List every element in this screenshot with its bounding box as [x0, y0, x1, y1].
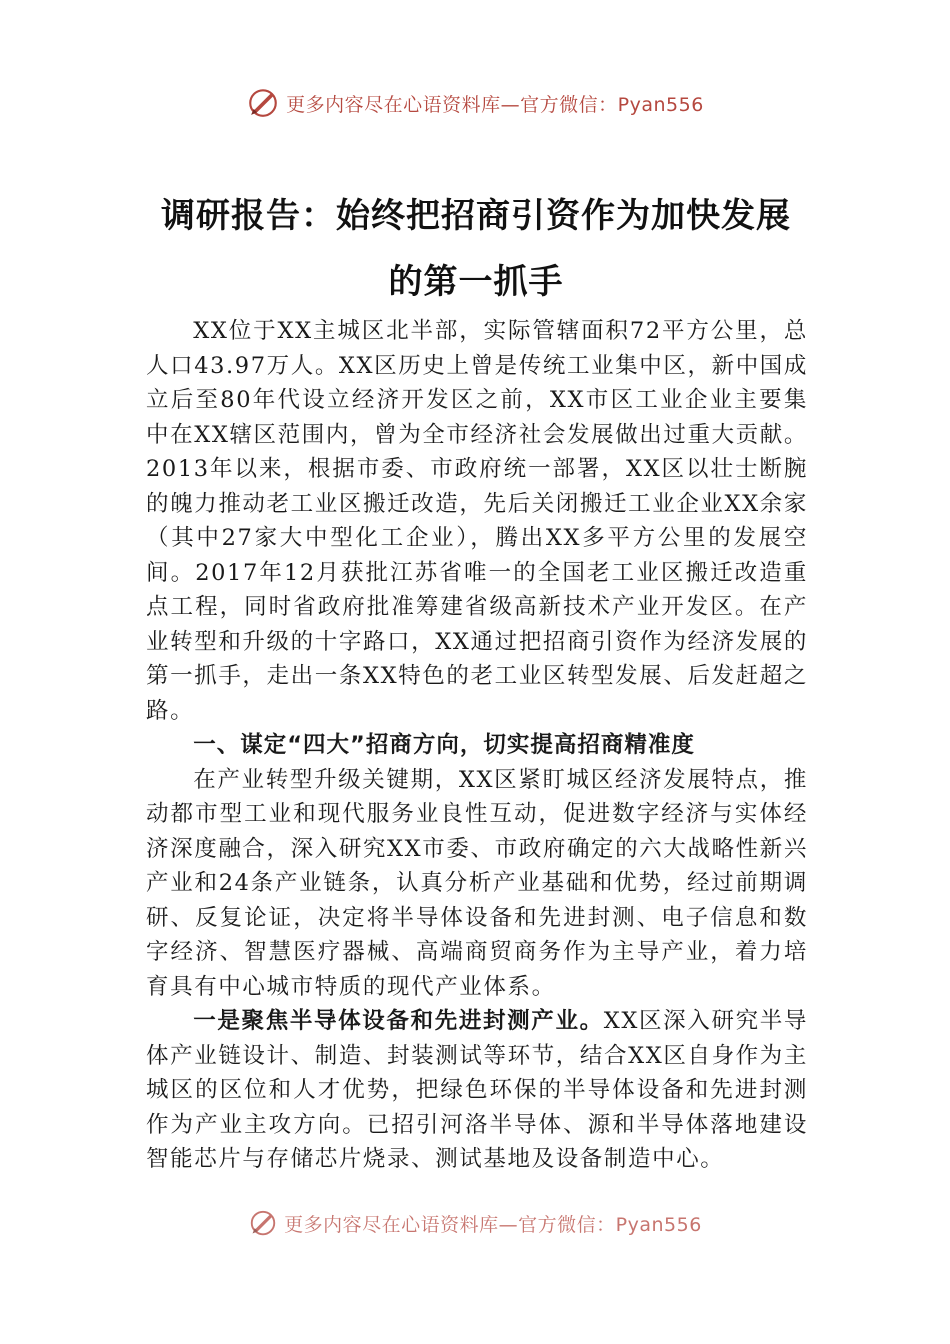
header-watermark — [0, 86, 950, 120]
paragraph-body: XX区深入研究半导体产业链设计、制造、封装测试等环节，结合XX区自身作为主城区的区位和人才优势，把绿色环保的半导体设备和先进封测作为产业主攻方向。已招引河洛半导体、源和半导体落地建设智能芯片与存储芯片烧录、测试基地及设备制造中心。 — [146, 1008, 809, 1172]
footer-watermark — [0, 1208, 950, 1238]
document-body — [146, 314, 808, 1177]
paragraph-semiconductor — [146, 1004, 808, 1177]
pen-logo-icon — [248, 1208, 278, 1238]
pen-logo-icon — [246, 86, 280, 120]
document-title-line2: 的第一抓手 — [388, 262, 564, 302]
watermark-text: 更多内容尽在心语资料库—官方微信：Pyan556 — [284, 1213, 702, 1236]
section-heading: 一、谋定“四大”招商方向，切实提高招商精准度 — [193, 732, 695, 758]
paragraph-intro: XX位于XX主城区北半部，实际管辖面积72平方公里，总人口43.97万人。XX区历史上曾是传统工业集中区，新中国成立后至80年代设立经济开发区之前，XX市区工业企业主要集中在XX辖区范围内，曾为全市经济社会发展做出过重大贡献。2013年以来，根据市委、市政府统一部署，XX区以壮士断腕的魄力推动老工业区搬迁改造，先后关闭搬迁工业企业XX余家（其中27家大中型化工企业），腾出XX多平方公里的发展空间。2017年12月获批江苏省唯一的全国老工业区搬迁改造重点工程，同时省政府批准筹建省级高新技术产业开发区。在产业转型和升级的十字路口，XX通过把招商引资作为经济发展的第一抓手，走出一条XX特色的老工业区转型发展、后发赶超之路。 — [146, 318, 808, 724]
paragraph-section1: 在产业转型升级关键期，XX区紧盯城区经济发展特点，推动都市型工业和现代服务业良性互动，促进数字经济与实体经济深度融合，深入研究XX市委、市政府确定的六大战略性新兴产业和24条产业链条，认真分析产业基础和优势，经过前期调研、反复论证，决定将半导体设备和先进封测、电子信息和数字经济、智慧医疗器械、高端商贸商务作为主导产业，着力培育具有中心城市特质的现代产业体系。 — [146, 766, 808, 1000]
document-title-line1: 调研报告：始终把招商引资作为加快发展 — [161, 196, 791, 236]
watermark-text: 更多内容尽在心语资料库—官方微信：Pyan556 — [286, 93, 704, 116]
paragraph-lead: 一是聚焦半导体设备和先进封测产业。 — [193, 1008, 604, 1034]
